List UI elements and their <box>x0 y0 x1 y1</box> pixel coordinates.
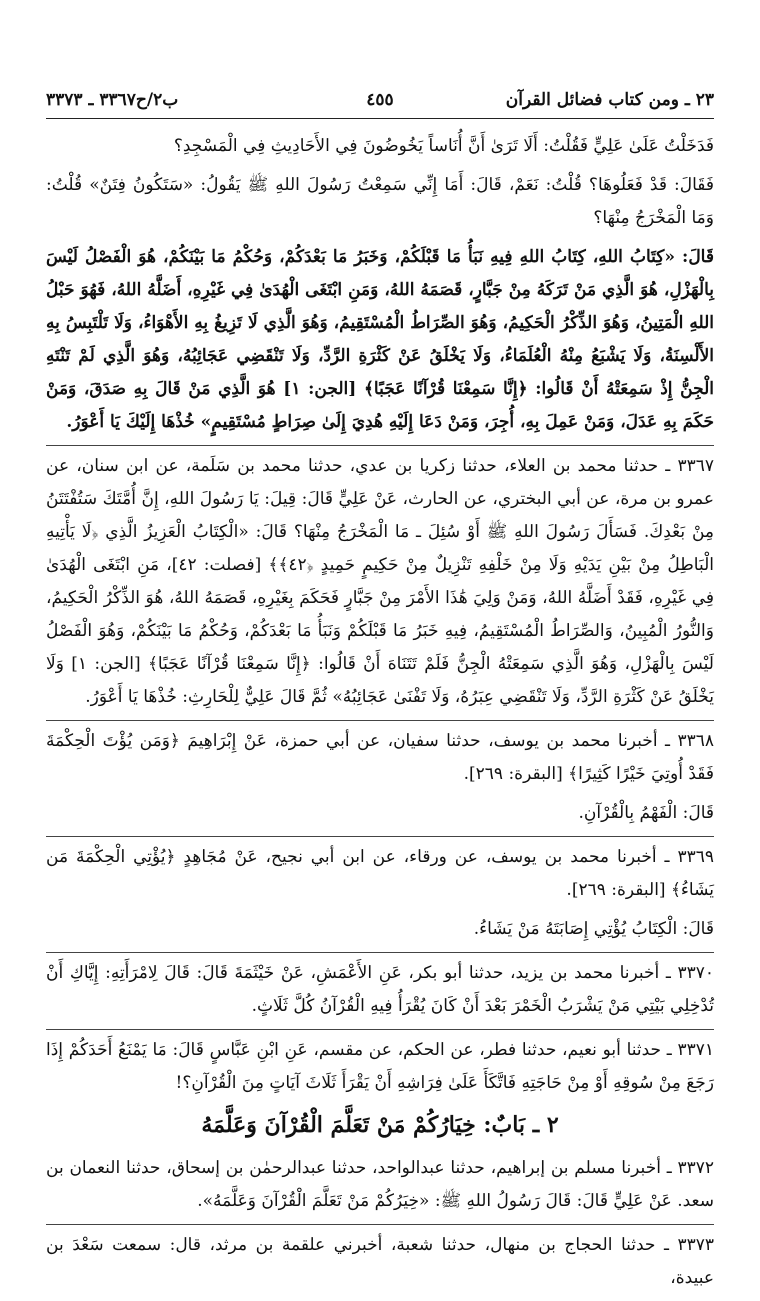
paragraph-hadith-text: قَالَ: «كِتَابُ اللهِ، كِتَابُ اللهِ فِيهِ نَبَأُ مَا قَبْلَكُمْ، وَخَبَرُ مَا بَعْدَكُمْ، وَحُكْمُ مَا بَيْنَكُمْ، هُوَ الْفَصْلُ لَيْسَ بِالْهَزْلِ، هُوَ الَّذِي مَنْ تَرَكَهُ مِنْ جَبَّارٍ، قَصَمَهُ اللهُ، وَمَنِ ابْتَغَى الْهُدَىٰ فِي غَيْرِهِ، أَضَلَّهُ اللهُ، فَهُوَ حَبْلُ اللهِ الْمَتِينُ، وَهُوَ الذِّكْرُ الْحَكِيمُ، وَهُوَ الصِّرَاطُ الْمُسْتَقِيمُ، وَهُوَ الَّذِي لَا تَزِيغُ بِهِ الأَهْوَاءُ، وَلَا تَلْتَبِسُ بِهِ الأَلْسِنَةُ، وَلَا يَشْبَعُ مِنْهُ الْعُلَمَاءُ، وَلَا يَخْلَقُ عَنْ كَثْرَةِ الرَّدِّ، وَلَا تَنْقَضِي عَجَائِبُهُ، وَهُوَ الَّذِي لَمْ تَنْتَهِ الْجِنُّ إِذْ سَمِعَتْهُ أَنْ قَالُوا: ﴿إِنَّا سَمِعْنَا قُرْآنًا عَجَبًا﴾ [الجن: ١] هُوَ الَّذِي مَنْ قَالَ بِهِ صَدَقَ، وَمَنْ حَكَمَ بِهِ عَدَلَ، وَمَنْ عَمِلَ بِهِ، أُجِرَ، وَمَنْ دَعَا إِلَيْهِ هُدِيَ إِلَىٰ صِرَاطٍ مُسْتَقِيمٍ» خُذْهَا إِلَيْكَ يَا أَعْوَرُ. <box>46 247 714 432</box>
hadith-3369: ٣٣٦٩ ـ أخبرنا محمد بن يوسف، عن ورقاء، عن ابن أبي نجيح، عَنْ مُجَاهِدٍ ﴿يُؤْتِي الْحِكْمَةَ مَن يَشَاءُ﴾ [البقرة: ٢٦٩]. <box>46 847 714 900</box>
divider <box>46 1224 714 1225</box>
running-title: ٢٣ ـ ومن كتاب فضائل القرآن <box>505 90 714 110</box>
paragraph: قَالَ: الْكِتَابُ يُؤْتِي إِصَابَتَهُ مَنْ يَشَاءُ. <box>473 919 714 939</box>
hadith-3371: ٣٣٧١ ـ حدثنا أبو نعيم، حدثنا فطر، عن الحكم، عن مقسم، عَنِ ابْنِ عَبَّاسٍ قَالَ: مَا يَمْنَعُ أَحَدَكُمْ إِذَا رَجَعَ مِنْ سُوقِهِ أَوْ مِنْ حَاجَتِهِ فَاتَّكَأَ عَلَىٰ فِرَاشِهِ أَنْ يَقْرَأَ ثَلَاثَ آيَاتٍ مِنَ الْقُرْآنِ؟! <box>46 1040 714 1093</box>
paragraph: فَقَالَ: قَدْ فَعَلُوهَا؟ قُلْتُ: نَعَمْ، قَالَ: أَمَا إِنِّي سَمِعْتُ رَسُولَ اللهِ ﷺ يَقُولُ: «سَتَكُونُ فِتَنٌ» قُلْتُ: وَمَا الْمَخْرَجُ مِنْهَا؟ <box>46 175 714 228</box>
hadith-3367: ٣٣٦٧ ـ حدثنا محمد بن العلاء، حدثنا زكريا بن عدي، حدثنا محمد بن سَلَمة، عن ابن سنان، عن عمرو بن مرة، عن أبي البختري، عن الحارث، عَنْ عَلِيٍّ قَالَ: قِيلَ: يَا رَسُولَ اللهِ، إِنَّ أُمَّتَكَ سَتُفْتَتَنُ مِنْ بَعْدِكَ. فَسَأَلَ رَسُولَ اللهِ ﷺ أَوْ سُئِلَ ـ مَا الْمَخْرَجُ مِنْهَا؟ قَالَ: «الْكِتَابُ الْعَزِيزُ الَّذِي ﴿لَا يَأْتِيهِ الْبَاطِلُ مِنْ بَيْنِ يَدَيْهِ وَلَا مِنْ خَلْفِهِ تَنْزِيلٌ مِنْ حَكِيمٍ حَمِيدٍ ﴿٤٢﴾﴾ [فصلت: ٤٢]، مَنِ ابْتَغَى الْهُدَىٰ فِي غَيْرِهِ، فَقَدْ أَضَلَّهُ اللهُ، وَمَنْ وَلِيَ هَٰذَا الأَمْرَ مِنْ جَبَّارٍ فَحَكَمَ بِغَيْرِهِ، قَصَمَهُ اللهُ، هُوَ الذِّكْرُ الْحَكِيمُ، وَالنُّورُ الْمُبِينُ، وَالصِّرَاطُ الْمُسْتَقِيمُ، فِيهِ خَبَرُ مَا قَبْلَكُمْ وَنَبَأُ مَا بَعْدَكُمْ، وَحُكْمُ مَا بَيْنَكُمْ، وَهُوَ الْفَصْلُ لَيْسَ بِالْهَزْلِ، وَهُوَ الَّذِي سَمِعَتْهُ الْجِنُّ فَلَمْ تَتَنَاهَ أَنْ قَالُوا: ﴿إِنَّا سَمِعْنَا قُرْآنًا عَجَبًا﴾ [الجن: ١] وَلَا يَخْلَقُ عَنْ كَثْرَةِ الرَّدِّ، وَلَا تَنْقَضِي عِبَرُهُ، وَلَا تَفْنَىٰ عَجَائِبُهُ» ثُمَّ قَالَ عَلِيٌّ لِلْحَارِثِ: خُذْهَا يَا أَعْوَرُ. <box>46 456 714 707</box>
page-number: ٤٥٥ <box>366 90 394 110</box>
running-header <box>46 88 714 119</box>
divider <box>46 836 714 837</box>
hadith-3372: ٣٣٧٢ ـ أخبرنا مسلم بن إبراهيم، حدثنا عبدالواحد، حدثنا عبدالرحمٰن بن إسحاق، حدثنا النعمان بن سعد. عَنْ عَلِيٍّ قَالَ: قَالَ رَسُولُ اللهِ ﷺ: «خِيَرُكُمْ مَنْ تَعَلَّمَ الْقُرْآنَ وَعَلَّمَهُ». <box>46 1158 714 1211</box>
divider <box>46 1029 714 1030</box>
paragraph: قَالَ: الْفَهْمُ بِالْقُرْآنِ. <box>578 803 714 823</box>
divider <box>46 952 714 953</box>
hadith-3370: ٣٣٧٠ ـ أخبرنا محمد بن يزيد، حدثنا أبو بكر، عَنِ الأَعْمَشِ، عَنْ خَيْثَمَةَ قَالَ: قَالَ لِامْرَأَتِهِ: إِيَّاكِ أَنْ تُدْخِلِي بَيْتِي مَنْ يَشْرَبُ الْخَمْرَ بَعْدَ أَنْ كَانَ يُقْرَأُ فِيهِ الْقُرْآنُ كُلَّ ثَلَاثٍ. <box>46 963 714 1016</box>
divider <box>46 720 714 721</box>
hadith-3368: ٣٣٦٨ ـ أخبرنا محمد بن يوسف، حدثنا سفيان، عن أبي حمزة، عَنْ إِبْرَاهِيمَ ﴿وَمَن يُؤْتَ الْحِكْمَةَ فَقَدْ أُوتِيَ خَيْرًا كَثِيرًا﴾ [البقرة: ٢٦٩]. <box>46 731 714 784</box>
page-body <box>46 130 714 1301</box>
paragraph: فَدَخَلْتُ عَلَىٰ عَلِيٍّ فَقُلْتُ: أَلَا تَرَىٰ أَنَّ أُنَاساً يَخُوضُونَ فِي الأَحَادِيثِ فِي الْمَسْجِدِ؟ <box>173 136 714 156</box>
chapter-heading: ٢ ـ بَابٌ: خِيَارُكُمْ مَنْ تَعَلَّمَ الْقُرْآنَ وَعَلَّمَهُ <box>201 1112 559 1138</box>
hadith-range: ب٢/ح٣٣٦٧ ـ ٣٣٧٣ <box>46 90 179 110</box>
divider <box>46 445 714 446</box>
hadith-3373: ٣٣٧٣ ـ حدثنا الحجاج بن منهال، حدثنا شعبة، أخبرني علقمة بن مرثد، قال: سمعت سَعْدَ بن عبيدة، <box>46 1235 714 1288</box>
